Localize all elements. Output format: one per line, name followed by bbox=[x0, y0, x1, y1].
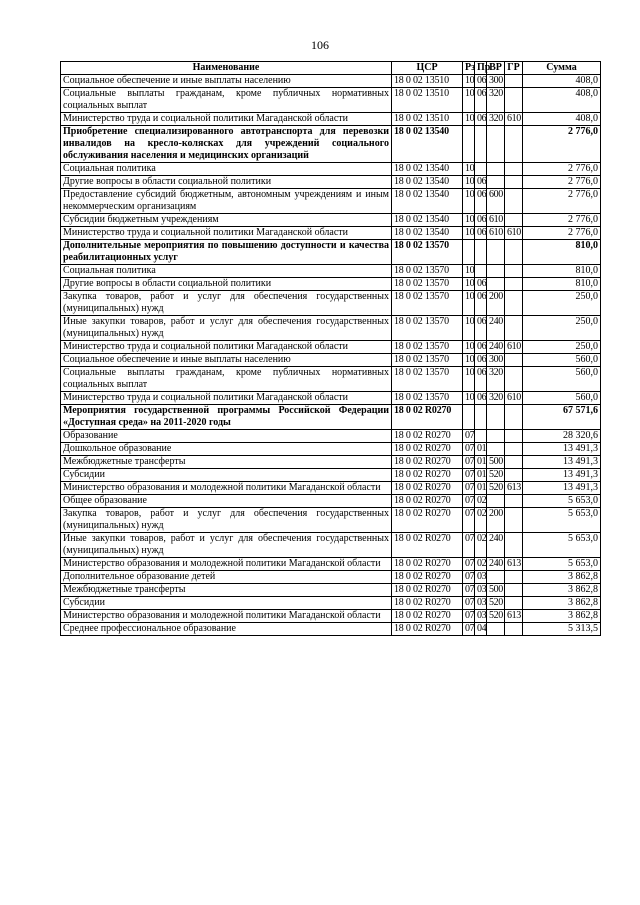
row-name: Приобретение специализированного автотранспорта для перевозки инвалидов на кресло-колясках для учреждений социального обслуживания населения и медицинских организаций bbox=[61, 126, 392, 163]
row-pr: 06 bbox=[475, 367, 487, 392]
row-vr: 610 bbox=[487, 227, 505, 240]
row-csr: 18 0 02 13540 bbox=[392, 126, 463, 163]
row-vr: 300 bbox=[487, 75, 505, 88]
table-header-row bbox=[61, 62, 601, 75]
table-row bbox=[61, 469, 601, 482]
row-pr: 06 bbox=[475, 278, 487, 291]
row-csr: 18 0 02 R0270 bbox=[392, 508, 463, 533]
row-vr: 500 bbox=[487, 584, 505, 597]
row-csr: 18 0 02 R0270 bbox=[392, 533, 463, 558]
row-rz: 10 bbox=[463, 214, 475, 227]
row-vr bbox=[487, 278, 505, 291]
row-rz: 10 bbox=[463, 163, 475, 176]
row-sum: 3 862,8 bbox=[523, 584, 601, 597]
row-rz: 10 bbox=[463, 176, 475, 189]
row-gr bbox=[505, 126, 523, 163]
row-vr: 240 bbox=[487, 533, 505, 558]
header-vr: ВР bbox=[487, 62, 505, 75]
row-rz: 07 bbox=[463, 571, 475, 584]
row-csr: 18 0 02 R0270 bbox=[392, 482, 463, 495]
row-pr: 06 bbox=[475, 291, 487, 316]
row-sum: 5 653,0 bbox=[523, 508, 601, 533]
row-name: Закупка товаров, работ и услуг для обеспечения государственных (муниципальных) нужд bbox=[61, 508, 392, 533]
table-row bbox=[61, 163, 601, 176]
row-sum: 13 491,3 bbox=[523, 482, 601, 495]
row-rz: 07 bbox=[463, 469, 475, 482]
row-gr bbox=[505, 88, 523, 113]
row-rz: 10 bbox=[463, 392, 475, 405]
table-row bbox=[61, 316, 601, 341]
header-pr: Пр bbox=[475, 62, 487, 75]
row-gr bbox=[505, 623, 523, 636]
row-rz: 10 bbox=[463, 341, 475, 354]
row-name: Предоставление субсидий бюджетным, автономным учреждениям и иным некоммерческим организациям bbox=[61, 189, 392, 214]
row-rz: 07 bbox=[463, 558, 475, 571]
row-vr: 240 bbox=[487, 558, 505, 571]
row-name: Социальные выплаты гражданам, кроме публичных нормативных социальных выплат bbox=[61, 88, 392, 113]
row-name: Министерство труда и социальной политики Магаданской области bbox=[61, 392, 392, 405]
row-rz: 07 bbox=[463, 623, 475, 636]
table-row bbox=[61, 227, 601, 240]
row-pr bbox=[475, 240, 487, 265]
row-sum: 5 313,5 bbox=[523, 623, 601, 636]
row-csr: 18 0 02 13540 bbox=[392, 227, 463, 240]
table-row bbox=[61, 495, 601, 508]
row-vr: 520 bbox=[487, 482, 505, 495]
row-csr: 18 0 02 13570 bbox=[392, 354, 463, 367]
row-pr: 06 bbox=[475, 75, 487, 88]
row-rz: 07 bbox=[463, 533, 475, 558]
row-rz bbox=[463, 240, 475, 265]
row-gr bbox=[505, 189, 523, 214]
row-rz: 10 bbox=[463, 113, 475, 126]
row-pr: 06 bbox=[475, 392, 487, 405]
row-gr: 610 bbox=[505, 392, 523, 405]
row-sum: 13 491,3 bbox=[523, 456, 601, 469]
row-csr: 18 0 02 13570 bbox=[392, 278, 463, 291]
row-sum: 2 776,0 bbox=[523, 227, 601, 240]
row-gr bbox=[505, 265, 523, 278]
row-sum: 2 776,0 bbox=[523, 163, 601, 176]
row-vr bbox=[487, 240, 505, 265]
table-row bbox=[61, 623, 601, 636]
row-sum: 560,0 bbox=[523, 392, 601, 405]
row-name: Дошкольное образование bbox=[61, 443, 392, 456]
row-csr: 18 0 02 13570 bbox=[392, 291, 463, 316]
row-pr: 06 bbox=[475, 227, 487, 240]
row-sum: 810,0 bbox=[523, 265, 601, 278]
row-sum: 560,0 bbox=[523, 367, 601, 392]
row-csr: 18 0 02 13510 bbox=[392, 75, 463, 88]
row-csr: 18 0 02 R0270 bbox=[392, 456, 463, 469]
row-pr: 02 bbox=[475, 508, 487, 533]
row-name: Общее образование bbox=[61, 495, 392, 508]
row-gr: 613 bbox=[505, 558, 523, 571]
row-csr: 18 0 02 R0270 bbox=[392, 495, 463, 508]
table-row bbox=[61, 482, 601, 495]
row-gr: 613 bbox=[505, 482, 523, 495]
row-rz: 07 bbox=[463, 443, 475, 456]
row-gr: 610 bbox=[505, 227, 523, 240]
row-vr: 520 bbox=[487, 469, 505, 482]
row-pr bbox=[475, 405, 487, 430]
row-csr: 18 0 02 R0270 bbox=[392, 597, 463, 610]
row-gr bbox=[505, 430, 523, 443]
row-csr: 18 0 02 R0270 bbox=[392, 405, 463, 430]
row-csr: 18 0 02 R0270 bbox=[392, 623, 463, 636]
row-pr: 03 bbox=[475, 597, 487, 610]
row-rz: 07 bbox=[463, 495, 475, 508]
row-gr: 610 bbox=[505, 341, 523, 354]
table-row bbox=[61, 291, 601, 316]
row-sum: 67 571,6 bbox=[523, 405, 601, 430]
row-name: Министерство труда и социальной политики Магаданской области bbox=[61, 341, 392, 354]
row-name: Иные закупки товаров, работ и услуг для обеспечения государственных (муниципальных) нужд bbox=[61, 533, 392, 558]
row-sum: 250,0 bbox=[523, 291, 601, 316]
table-row bbox=[61, 240, 601, 265]
budget-table bbox=[60, 61, 601, 636]
row-sum: 408,0 bbox=[523, 88, 601, 113]
row-name: Министерство образования и молодежной политики Магаданской области bbox=[61, 610, 392, 623]
table-row bbox=[61, 456, 601, 469]
row-sum: 810,0 bbox=[523, 278, 601, 291]
table-row bbox=[61, 610, 601, 623]
row-csr: 18 0 02 R0270 bbox=[392, 443, 463, 456]
header-sum: Сумма bbox=[523, 62, 601, 75]
row-csr: 18 0 02 13540 bbox=[392, 176, 463, 189]
row-csr: 18 0 02 13510 bbox=[392, 88, 463, 113]
row-csr: 18 0 02 13570 bbox=[392, 341, 463, 354]
row-rz: 07 bbox=[463, 482, 475, 495]
row-rz: 10 bbox=[463, 291, 475, 316]
row-pr: 06 bbox=[475, 316, 487, 341]
row-gr bbox=[505, 291, 523, 316]
row-gr bbox=[505, 469, 523, 482]
row-pr bbox=[475, 126, 487, 163]
header-rz: Рз bbox=[463, 62, 475, 75]
row-rz: 10 bbox=[463, 88, 475, 113]
row-csr: 18 0 02 13540 bbox=[392, 163, 463, 176]
row-rz: 07 bbox=[463, 508, 475, 533]
row-vr: 520 bbox=[487, 610, 505, 623]
table-row bbox=[61, 113, 601, 126]
row-pr: 01 bbox=[475, 469, 487, 482]
row-vr: 320 bbox=[487, 113, 505, 126]
row-vr: 500 bbox=[487, 456, 505, 469]
row-csr: 18 0 02 13540 bbox=[392, 214, 463, 227]
row-pr bbox=[475, 265, 487, 278]
row-csr: 18 0 02 13570 bbox=[392, 316, 463, 341]
row-name: Дополнительное образование детей bbox=[61, 571, 392, 584]
row-vr bbox=[487, 176, 505, 189]
row-sum: 408,0 bbox=[523, 113, 601, 126]
row-sum: 2 776,0 bbox=[523, 214, 601, 227]
table-row bbox=[61, 367, 601, 392]
table-row bbox=[61, 533, 601, 558]
row-sum: 5 653,0 bbox=[523, 533, 601, 558]
row-name: Межбюджетные трансферты bbox=[61, 456, 392, 469]
row-name: Закупка товаров, работ и услуг для обеспечения государственных (муниципальных) нужд bbox=[61, 291, 392, 316]
row-vr: 520 bbox=[487, 597, 505, 610]
row-sum: 2 776,0 bbox=[523, 189, 601, 214]
table-row bbox=[61, 278, 601, 291]
row-pr: 06 bbox=[475, 354, 487, 367]
row-vr: 600 bbox=[487, 189, 505, 214]
table-body bbox=[61, 75, 601, 636]
row-csr: 18 0 02 13570 bbox=[392, 392, 463, 405]
row-vr: 320 bbox=[487, 392, 505, 405]
row-gr bbox=[505, 316, 523, 341]
header-gr: ГР bbox=[505, 62, 523, 75]
row-pr: 02 bbox=[475, 495, 487, 508]
row-rz: 07 bbox=[463, 610, 475, 623]
row-rz: 07 bbox=[463, 584, 475, 597]
row-csr: 18 0 02 13570 bbox=[392, 240, 463, 265]
row-sum: 250,0 bbox=[523, 341, 601, 354]
row-sum: 810,0 bbox=[523, 240, 601, 265]
row-pr: 06 bbox=[475, 176, 487, 189]
row-name: Социальное обеспечение и иные выплаты населению bbox=[61, 75, 392, 88]
table-row bbox=[61, 88, 601, 113]
row-rz: 10 bbox=[463, 278, 475, 291]
row-gr bbox=[505, 367, 523, 392]
row-csr: 18 0 02 R0270 bbox=[392, 430, 463, 443]
table-row bbox=[61, 597, 601, 610]
row-gr bbox=[505, 456, 523, 469]
row-gr bbox=[505, 354, 523, 367]
row-pr bbox=[475, 430, 487, 443]
row-name: Министерство труда и социальной политики Магаданской области bbox=[61, 113, 392, 126]
row-vr bbox=[487, 126, 505, 163]
row-gr bbox=[505, 176, 523, 189]
row-sum: 560,0 bbox=[523, 354, 601, 367]
row-sum: 250,0 bbox=[523, 316, 601, 341]
row-rz: 10 bbox=[463, 354, 475, 367]
row-name: Социальная политика bbox=[61, 163, 392, 176]
row-rz: 10 bbox=[463, 189, 475, 214]
table-row bbox=[61, 214, 601, 227]
row-gr bbox=[505, 597, 523, 610]
row-name: Образование bbox=[61, 430, 392, 443]
row-gr bbox=[505, 584, 523, 597]
row-csr: 18 0 02 R0270 bbox=[392, 558, 463, 571]
row-gr bbox=[505, 75, 523, 88]
row-rz bbox=[463, 126, 475, 163]
table-row bbox=[61, 189, 601, 214]
row-gr bbox=[505, 405, 523, 430]
row-vr bbox=[487, 571, 505, 584]
table-row bbox=[61, 571, 601, 584]
row-vr bbox=[487, 495, 505, 508]
page-number: 106 bbox=[311, 38, 329, 52]
row-vr: 320 bbox=[487, 367, 505, 392]
row-sum: 2 776,0 bbox=[523, 126, 601, 163]
row-rz: 10 bbox=[463, 75, 475, 88]
row-vr bbox=[487, 443, 505, 456]
row-pr: 06 bbox=[475, 88, 487, 113]
row-name: Другие вопросы в области социальной политики bbox=[61, 278, 392, 291]
row-gr: 610 bbox=[505, 113, 523, 126]
row-pr: 06 bbox=[475, 341, 487, 354]
row-pr: 03 bbox=[475, 584, 487, 597]
row-rz: 07 bbox=[463, 597, 475, 610]
row-gr: 613 bbox=[505, 610, 523, 623]
row-vr: 300 bbox=[487, 354, 505, 367]
row-gr bbox=[505, 278, 523, 291]
row-vr bbox=[487, 265, 505, 278]
row-name: Дополнительные мероприятия по повышению доступности и качества реабилитационных услуг bbox=[61, 240, 392, 265]
row-gr bbox=[505, 508, 523, 533]
row-gr bbox=[505, 443, 523, 456]
row-name: Субсидии bbox=[61, 469, 392, 482]
row-name: Межбюджетные трансферты bbox=[61, 584, 392, 597]
row-pr: 03 bbox=[475, 571, 487, 584]
row-name: Министерство образования и молодежной политики Магаданской области bbox=[61, 482, 392, 495]
row-pr: 04 bbox=[475, 623, 487, 636]
row-sum: 3 862,8 bbox=[523, 610, 601, 623]
row-pr: 06 bbox=[475, 113, 487, 126]
row-sum: 3 862,8 bbox=[523, 571, 601, 584]
table-row bbox=[61, 558, 601, 571]
table-row bbox=[61, 405, 601, 430]
row-rz: 10 bbox=[463, 265, 475, 278]
row-pr: 01 bbox=[475, 443, 487, 456]
row-gr bbox=[505, 571, 523, 584]
row-pr: 01 bbox=[475, 482, 487, 495]
row-name: Мероприятия государственной программы Российской Федерации «Доступная среда» на 2011-2020 годы bbox=[61, 405, 392, 430]
table-row bbox=[61, 430, 601, 443]
row-csr: 18 0 02 13540 bbox=[392, 189, 463, 214]
row-csr: 18 0 02 13570 bbox=[392, 367, 463, 392]
row-gr bbox=[505, 533, 523, 558]
row-gr bbox=[505, 495, 523, 508]
header-csr: ЦСР bbox=[392, 62, 463, 75]
row-vr: 240 bbox=[487, 316, 505, 341]
row-name: Среднее профессиональное образование bbox=[61, 623, 392, 636]
row-name: Субсидии bbox=[61, 597, 392, 610]
header-name: Наименование bbox=[61, 62, 392, 75]
row-gr bbox=[505, 240, 523, 265]
row-vr bbox=[487, 405, 505, 430]
row-csr: 18 0 02 13510 bbox=[392, 113, 463, 126]
row-name: Субсидии бюджетным учреждениям bbox=[61, 214, 392, 227]
table-row bbox=[61, 75, 601, 88]
table-row bbox=[61, 584, 601, 597]
row-csr: 18 0 02 13570 bbox=[392, 265, 463, 278]
row-pr: 06 bbox=[475, 214, 487, 227]
row-sum: 13 491,3 bbox=[523, 443, 601, 456]
row-pr: 03 bbox=[475, 610, 487, 623]
row-vr bbox=[487, 430, 505, 443]
row-csr: 18 0 02 R0270 bbox=[392, 610, 463, 623]
row-pr bbox=[475, 163, 487, 176]
row-vr: 200 bbox=[487, 508, 505, 533]
row-csr: 18 0 02 R0270 bbox=[392, 584, 463, 597]
row-name: Социальные выплаты гражданам, кроме публичных нормативных социальных выплат bbox=[61, 367, 392, 392]
table-row bbox=[61, 341, 601, 354]
row-sum: 408,0 bbox=[523, 75, 601, 88]
row-name: Социальная политика bbox=[61, 265, 392, 278]
row-rz: 07 bbox=[463, 456, 475, 469]
table-row bbox=[61, 508, 601, 533]
row-vr: 610 bbox=[487, 214, 505, 227]
row-vr bbox=[487, 163, 505, 176]
row-sum: 5 653,0 bbox=[523, 495, 601, 508]
row-rz: 10 bbox=[463, 367, 475, 392]
row-gr bbox=[505, 214, 523, 227]
table-row bbox=[61, 176, 601, 189]
row-csr: 18 0 02 R0270 bbox=[392, 469, 463, 482]
row-pr: 01 bbox=[475, 456, 487, 469]
row-rz: 10 bbox=[463, 227, 475, 240]
row-name: Иные закупки товаров, работ и услуг для обеспечения государственных (муниципальных) нужд bbox=[61, 316, 392, 341]
row-rz bbox=[463, 405, 475, 430]
row-sum: 13 491,3 bbox=[523, 469, 601, 482]
row-gr bbox=[505, 163, 523, 176]
row-pr: 06 bbox=[475, 189, 487, 214]
table-row bbox=[61, 443, 601, 456]
table-row bbox=[61, 392, 601, 405]
row-vr: 320 bbox=[487, 88, 505, 113]
row-pr: 02 bbox=[475, 558, 487, 571]
table-row bbox=[61, 126, 601, 163]
row-sum: 3 862,8 bbox=[523, 597, 601, 610]
row-name: Другие вопросы в области социальной политики bbox=[61, 176, 392, 189]
row-sum: 2 776,0 bbox=[523, 176, 601, 189]
row-name: Министерство труда и социальной политики Магаданской области bbox=[61, 227, 392, 240]
table-row bbox=[61, 354, 601, 367]
row-pr: 02 bbox=[475, 533, 487, 558]
row-name: Министерство образования и молодежной политики Магаданской области bbox=[61, 558, 392, 571]
row-name: Социальное обеспечение и иные выплаты населению bbox=[61, 354, 392, 367]
row-sum: 28 320,6 bbox=[523, 430, 601, 443]
row-vr: 200 bbox=[487, 291, 505, 316]
row-csr: 18 0 02 R0270 bbox=[392, 571, 463, 584]
row-sum: 5 653,0 bbox=[523, 558, 601, 571]
row-rz: 10 bbox=[463, 316, 475, 341]
table-row bbox=[61, 265, 601, 278]
row-vr: 240 bbox=[487, 341, 505, 354]
row-rz: 07 bbox=[463, 430, 475, 443]
row-vr bbox=[487, 623, 505, 636]
